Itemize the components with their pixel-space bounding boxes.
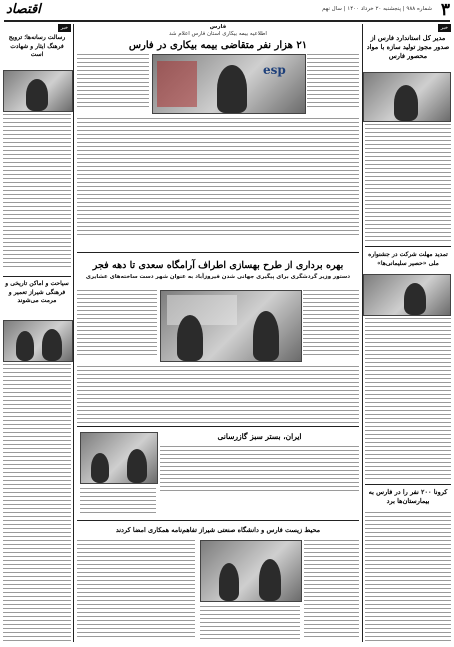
right-story2-photo (363, 274, 451, 316)
top-story-body-right (307, 54, 359, 107)
feature-headline: بهره برداری از طرح بهسازی اطراف آرامگاه سعدی تا دهه فجر (92, 260, 344, 271)
feature-body-right (303, 290, 359, 355)
divider (77, 426, 359, 427)
feature-photo (160, 290, 302, 362)
right-story1-body (365, 124, 451, 241)
column-divider (73, 24, 74, 642)
top-story-body (77, 118, 359, 235)
lower-story-body (160, 446, 359, 491)
divider (77, 520, 359, 521)
top-story-body-left (77, 54, 149, 107)
masthead-divider (4, 20, 450, 22)
right-story1-photo (363, 72, 451, 122)
lower-story-headline: ایران، بستر سبز گازرسانی (217, 432, 302, 441)
divider (77, 252, 359, 253)
top-story-photo (152, 54, 306, 114)
page-number: ۳ (440, 0, 450, 20)
bottom-story-photo (200, 540, 302, 602)
bottom-story-body (200, 606, 300, 639)
right-story2-headline: تمدید مهلت شرکت در جشنواره ملی «حصیر سلیمانی‌ها» (368, 251, 448, 267)
left-story1-photo (3, 70, 73, 112)
right-story1-headline: مدیر کل استاندارد فارس از صدور مجوز تولید سازه با مواد محصور فارس (366, 34, 450, 60)
feature-body (77, 366, 359, 423)
top-story-kicker: فارس (209, 24, 227, 30)
left-column (3, 24, 71, 644)
right-story2-body (365, 318, 451, 479)
right-column (365, 24, 451, 644)
left-story2-photo (3, 320, 73, 362)
section-tag: خبر (58, 24, 71, 32)
lower-story-photo (80, 432, 158, 484)
left-story2-body (3, 364, 71, 641)
divider (365, 246, 451, 247)
lower-story-body-left (80, 488, 156, 513)
bottom-story-body-left (77, 540, 195, 637)
newspaper-logo: اقتصاد (6, 2, 41, 17)
top-story-headline: ۲۱ هزار نفر متقاضی بیمه بیکاری در فارس (128, 40, 308, 51)
divider (3, 276, 71, 277)
photo-badge: esp (263, 63, 286, 77)
bottom-story-headline: محیط زیست فارس و دانشگاه صنعتی شیراز تفاهم‌نامه همکاری امضا کردند (115, 526, 321, 534)
feature-subtitle: دستور وزیر گردشگری برای پیگیری جهانی شدن فیروزآباد به عنوان شهر دست ساخته‌های عشایری (85, 274, 351, 280)
top-story-subtitle: اطلاعیه بیمه بیکاری استان فارس اعلام شد (169, 31, 267, 37)
feature-body-left (77, 290, 157, 355)
masthead (0, 0, 454, 22)
right-story3-headline: کرونا ۲۰۰ نفر را در فارس به بیمارستان‌ها برد (368, 488, 448, 505)
bottom-story-body-right (304, 540, 359, 637)
right-story3-body (365, 512, 451, 641)
left-story1-body (3, 114, 71, 267)
column-divider (362, 24, 363, 642)
left-story2-headline: سیاحت و اماکن تاریخی و فرهنگی شیراز تعمیر و مرمت می‌شوند (5, 280, 69, 304)
left-story1-headline: رسالت رسانه‌ها؛ ترویج فرهنگ ایثار و شهادت است (8, 34, 66, 58)
masthead-date: شماره ۹۸۸ | پنجشنبه ۲۰ خرداد ۱۴۰۰ | سال نهم (322, 6, 432, 12)
section-tag: خبر (438, 24, 451, 32)
divider (365, 484, 451, 485)
